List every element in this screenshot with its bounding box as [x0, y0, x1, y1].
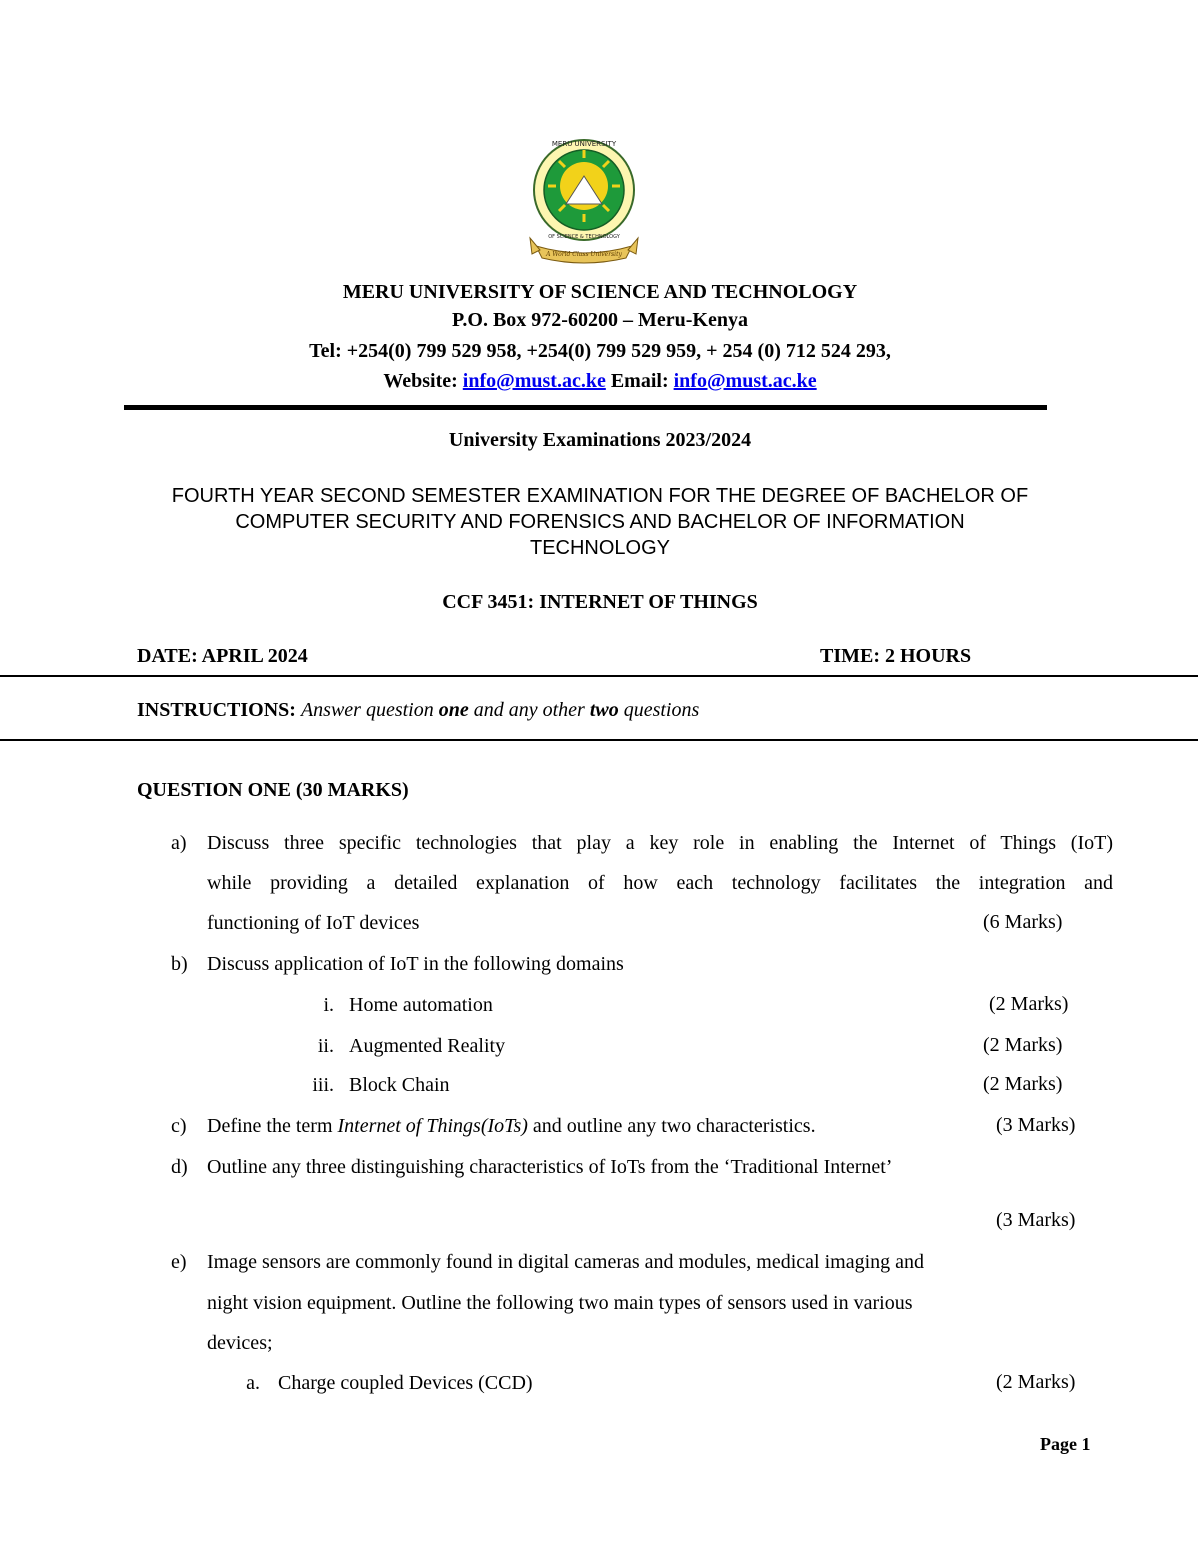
page-number: Page 1: [1040, 1434, 1091, 1454]
subitem-marks: (2 Marks): [983, 1073, 1063, 1095]
telephone-line: Tel: +254(0) 799 529 958, +254(0) 799 529 959, + 254 (0) 712 524 293,: [309, 340, 891, 362]
subitem-marks: (2 Marks): [989, 993, 1069, 1015]
item-label: b): [171, 953, 188, 975]
item-d-marks: (3 Marks): [996, 1209, 1076, 1231]
exam-title-line: COMPUTER SECURITY AND FORENSICS AND BACHELOR OF INFORMATION: [235, 511, 965, 533]
exam-title: [0, 483, 1200, 561]
instructions-emphasis: two: [589, 699, 619, 721]
exam-session: University Examinations 2023/2024: [448, 429, 752, 451]
instructions-text: and any other: [468, 699, 590, 721]
item-e-line: night vision equipment. Outline the following two main types of sensors used in various: [207, 1292, 913, 1314]
item-c-text: [207, 1114, 816, 1138]
seal-motto: A World Class University: [546, 251, 622, 258]
subitem-text: Home automation: [349, 994, 493, 1016]
item-a-line: while providing a detailed explanation of how each technology facilitates the integration and: [207, 872, 1113, 894]
seal-text-top: MERU UNIVERSITY: [551, 140, 617, 148]
instructions-emphasis: one: [438, 699, 469, 721]
instructions-divider: [0, 739, 1198, 741]
university-name: MERU UNIVERSITY OF SCIENCE AND TECHNOLOGY: [342, 281, 858, 303]
item-label: d): [171, 1156, 188, 1178]
subitem-number: iii.: [312, 1074, 334, 1096]
item-a-line: functioning of IoT devices: [207, 912, 420, 934]
email-label: Email:: [610, 370, 669, 392]
course-title: CCF 3451: INTERNET OF THINGS: [442, 591, 758, 613]
item-label: a): [171, 832, 187, 854]
item-c-text-part: and outline any two characteristics.: [527, 1115, 816, 1137]
item-a-marks: (6 Marks): [983, 911, 1063, 933]
exam-date: DATE: APRIL 2024: [137, 645, 308, 667]
item-label: c): [171, 1115, 187, 1137]
contact-line: [0, 370, 1200, 393]
email-link[interactable]: info@must.ac.ke: [673, 370, 817, 392]
subitem-marks: (2 Marks): [983, 1034, 1063, 1056]
seal-text-bottom: OF SCIENCE & TECHNOLOGY: [548, 234, 620, 240]
subitem-marks: (2 Marks): [996, 1371, 1076, 1393]
exam-title-line: TECHNOLOGY: [529, 537, 671, 559]
date-divider: [0, 675, 1198, 677]
item-d-text: Outline any three distinguishing characteristics of IoTs from the ‘Traditional Internet’: [207, 1156, 893, 1178]
item-label: e): [171, 1251, 187, 1273]
instructions-label: INSTRUCTIONS:: [137, 699, 296, 721]
subitem-text: Block Chain: [349, 1074, 450, 1096]
subitem-number: ii.: [317, 1035, 334, 1057]
subitem-number: i.: [323, 994, 334, 1016]
item-e-line: devices;: [207, 1332, 273, 1354]
item-c-text-part: Define the term: [207, 1115, 338, 1137]
item-e-line: Image sensors are commonly found in digital cameras and modules, medical imaging and: [207, 1251, 925, 1273]
subitem-text: Augmented Reality: [349, 1035, 506, 1057]
question-one-heading: QUESTION ONE (30 MARKS): [137, 779, 409, 801]
university-seal: [522, 128, 646, 266]
exam-time: TIME: 2 HOURS: [820, 645, 972, 667]
item-b-text: Discuss application of IoT in the following domains: [207, 953, 624, 975]
website-link[interactable]: info@must.ac.ke: [462, 370, 606, 392]
postal-address: P.O. Box 972-60200 – Meru-Kenya: [452, 309, 748, 331]
instructions: [137, 699, 699, 722]
website-label: Website:: [383, 370, 458, 392]
instructions-text: Answer question: [300, 699, 439, 721]
item-c-term: Internet of Things(IoTs): [337, 1115, 528, 1137]
item-a-line: Discuss three specific technologies that play a key role in enabling the Internet of Things (IoT): [207, 832, 1113, 854]
subitem-text: Charge coupled Devices (CCD): [278, 1372, 533, 1394]
subitem-number: a.: [246, 1372, 260, 1394]
instructions-text: questions: [618, 699, 700, 721]
item-c-marks: (3 Marks): [996, 1114, 1076, 1136]
header-divider: [124, 405, 1047, 410]
exam-title-line: FOURTH YEAR SECOND SEMESTER EXAMINATION FOR THE DEGREE OF BACHELOR OF: [171, 485, 1029, 507]
